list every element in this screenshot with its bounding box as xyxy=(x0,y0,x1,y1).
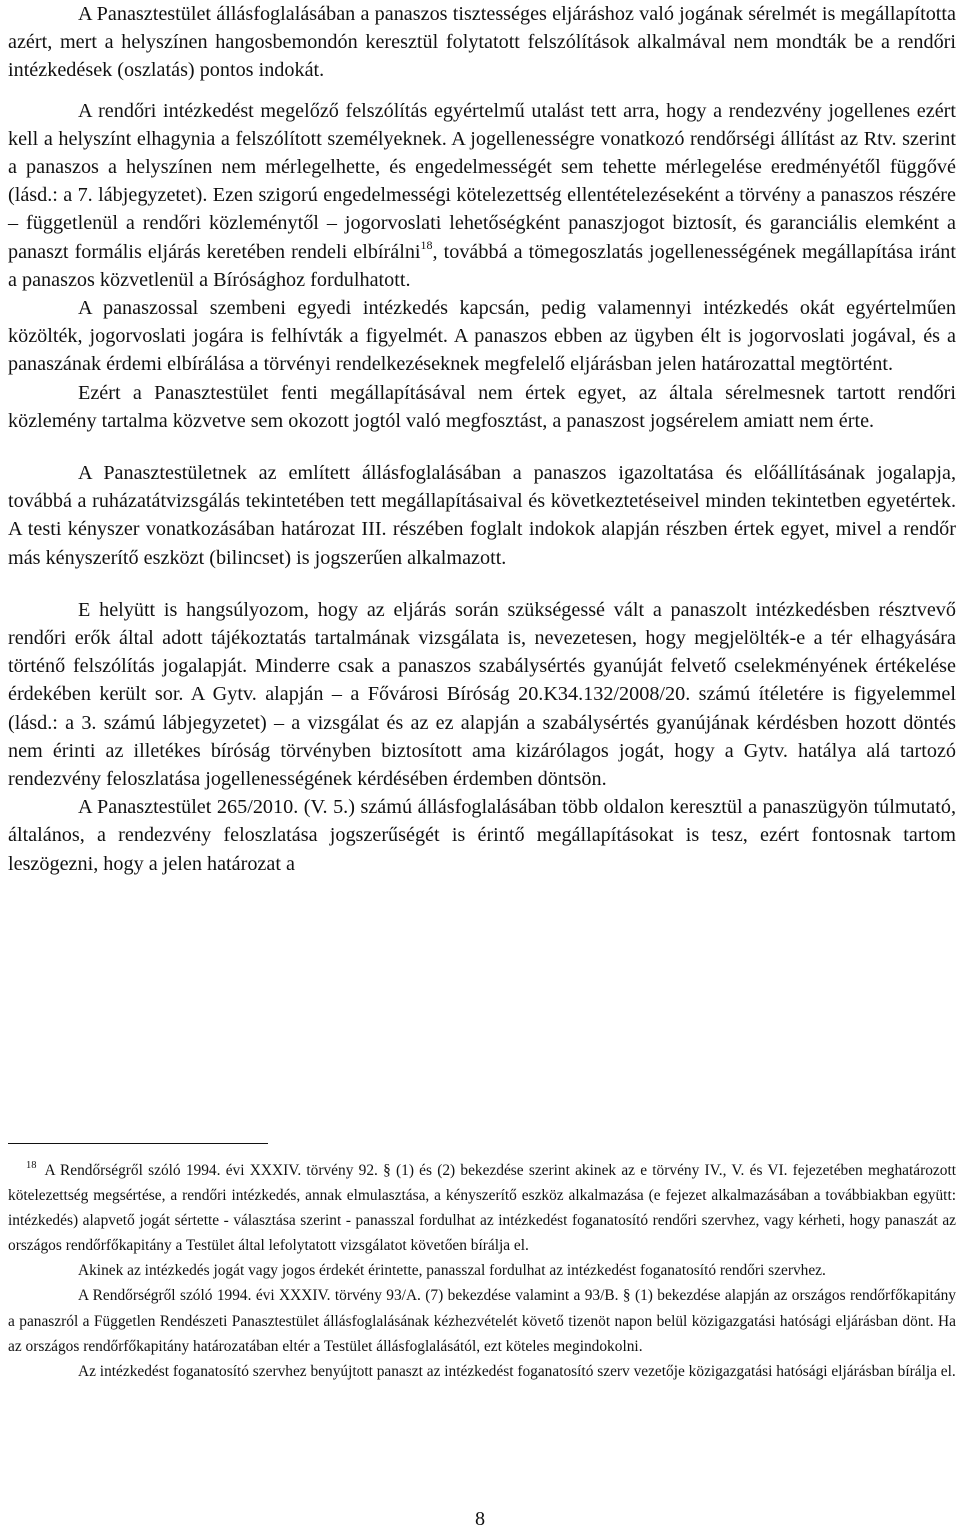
paragraph-1: A Panasztestület állásfoglalásában a panaszos tisztességes eljáráshoz való jogának sérelmét is megállapította azért, mert a helyszínen hangosbemondón keresztül folytatott felszólítások alkalmával nem mondták be a rendőri intézkedések (oszlatás) pontos indokát. xyxy=(8,3,956,82)
paragraph-5: A Panasztestületnek az említett állásfoglalásában a panaszos igazoltatása és előállításának jogalapja, továbbá a ruházatátvizsgálás tekintetében tett megállapításaival és következtetéseivel minden tekintetben egyetértek. A testi kényszer vonatkozásában határozat III. részében foglalt indokok alapján részben értek egyet, mivel a rendőr más kényszerítő eszközt (bilincset) is jogszerűen alkalmazott. xyxy=(8,462,956,569)
paragraph-7: A Panasztestület 265/2010. (V. 5.) számú állásfoglalásában több oldalon keresztül a panaszügyön túlmutató, általános, a rendezvény feloszlatása jogszerűségét is érintő megállapításokat is tesz, ezért fontosnak tartom leszögezni, hogy a jelen határozat a xyxy=(8,796,956,875)
paragraph-2 xyxy=(8,97,956,294)
footnotes xyxy=(8,1158,956,1384)
footnote-paragraph-4: Az intézkedést foganatosító szervhez benyújtott panaszt az intézkedést foganatosító szerv vezetője közigazgatási hatósági eljárásban bírálja el. xyxy=(78,1362,956,1380)
paragraph-4: Ezért a Panasztestület fenti megállapításával nem értek egyet, az általa sérelmesnek tartott rendőri közlemény tartalma közvetve sem okozott jogtól való megfosztást, a panaszost jogsérelem amiatt nem érte. xyxy=(8,381,956,432)
paragraph-2-text: A rendőri intézkedést megelőző felszólítás egyértelmű utalást tett arra, hogy a rendezvény jogellenes ezért kell a helyszínt elhagynia a felszólított személyeknek. A jogellenességre vonatkozó rendőrségi állítást az Rtv. szerint a panaszos a helyszínen nem mérlegelhette, és engedelmességét sem tehette mérlegelése eredményétől függővé (lásd.: a 7. lábjegyzetet). Ezen szigorú engedelmességi kötelezettség ellentételezéseként a törvény a panaszos részére – függetlenül a rendőri közleménytől – jogorvoslati lehetőségként panaszjogot biztosít, és garanciális elemként a panaszt formális eljárás keretében rendeli elbírálni xyxy=(8,99,956,263)
page-number: 8 xyxy=(474,1508,486,1530)
footnote-paragraph-3: A Rendőrségről szóló 1994. évi XXXIV. törvény 93/A. (7) bekezdése valamint a 93/B. § (1) bekezdése alapján az országos rendőrfőkapitány a panaszról a Független Rendészeti Panasztestület állásfoglalásának kézhezvételét követő tizenöt napon belül közigazgatási hatósági eljárásban dönt. Ha az országos rendőrfőkapitány határozatában eltér a Testület állásfoglalásától, ezt köteles megindokolni. xyxy=(8,1287,956,1355)
body-text xyxy=(8,0,956,878)
paragraph-3: A panaszossal szembeni egyedi intézkedés kapcsán, pedig valamennyi intézkedés okát egyértelműen közölték, jogorvoslati jogára is felhívták a figyelmét. A panaszos ebben az ügyben élt is jogorvoslati jogával, és a panaszának érdemi elbírálása a törvényi rendelkezéseknek megfelelő eljárásban jelen határozattal megtörtént. xyxy=(8,297,956,376)
footnote-paragraph-2: Akinek az intézkedés jogát vagy jogos érdekét érintette, panasszal fordulhat az intézkedést foganatosító rendőri szervhez. xyxy=(78,1262,826,1280)
footnote-18-text: A Rendőrségről szóló 1994. évi XXXIV. törvény 92. § (1) és (2) bekezdése szerint akinek az e törvény IV., V. és VI. fejezetében meghatározott kötelezettség megsértése, a rendőri intézkedés, annak elmulasztása, a kényszerítő eszköz alkalmazása (e fejezet alkalmazásában a továbbiakban együtt: intézkedés) alapvető jogát sértette - választása szerint - panasszal fordulhat az intézkedést foganatosító rendőri szervhez, vagy kérheti, hogy panaszát az országos rendőrfőkapitány a Testület által lefolytatott vizsgálatot követően bírálja el. xyxy=(8,1162,956,1255)
footnote-reference-18[interactable]: 18 xyxy=(420,237,433,252)
footnote-18 xyxy=(8,1158,956,1258)
paragraph-2-tail: , továbbá a tömegoszlatás jogellenességének megállapítása iránt a panaszos közvetlenül a Bírósághoz fordulhatott. xyxy=(8,240,956,291)
footnote-divider xyxy=(8,1143,268,1144)
footnote-marker: 18 xyxy=(26,1160,37,1171)
paragraph-6: E helyütt is hangsúlyozom, hogy az eljárás során szükségessé vált a panaszolt intézkedésben résztvevő rendőri erők által adott tájékoztatás tartalmának vizsgálata is, nevezetesen, hogy megjelölték-e a tér elhagyására történő felszólítás jogalapját. Minderre csak a panaszos szabálysértés gyanúját felvető cselekményének értékelése érdekében került sor. A Gytv. alapján – a Fővárosi Bíróság 20.K34.132/2008/20. számú ítéletére is figyelemmel (lásd.: a 3. számú lábjegyzetet) – a vizsgálat és az ez alapján a szabálysértés gyanújának kérdésben hozott döntés nem érinti az illetékes bíróság törvényben biztosított ama kizárólagos jogát, hogy a Gytv. hatálya alá tartozó rendezvény feloszlatása jogellenességének kérdésében érdemben döntsön. xyxy=(8,598,956,791)
